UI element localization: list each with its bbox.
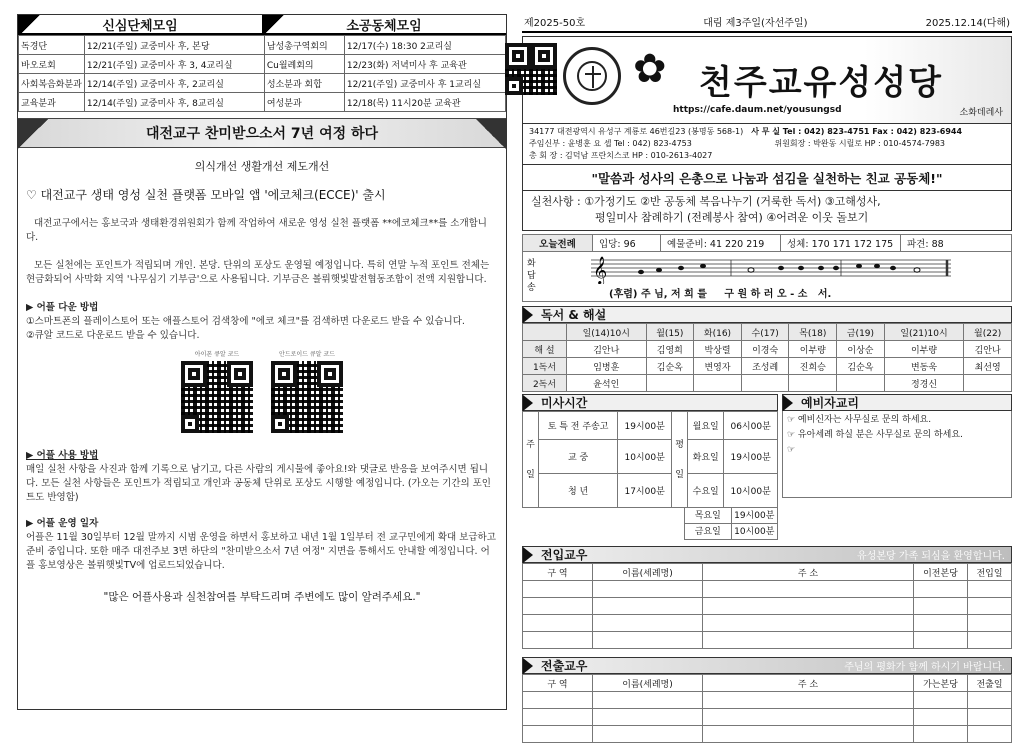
transfer-in-table [522,563,1012,649]
how-title: ▶ 어플 다운 방법 [26,302,99,313]
reading-table [522,323,1012,392]
left-page [17,14,507,710]
psalm-response [522,252,1012,302]
paragraph-2: 모든 실천에는 포인트가 적립되며 개인. 본당. 단위의 포상도 운영될 예정입니다. 특히 연말 누적 포인트 전체는 현금화되어 사막화 지역 '나무심기 기부금'으로 사용됩니다. 기부금은 볼뤼햇빛발전협동조합이 전액 지원합니다. [26,260,490,285]
reading-header: 독서 & 해설 [522,306,1012,323]
parish-motto: "말씀과 성사의 은총으로 나눔과 섬김을 실천하는 친교 공동체!" [522,164,1012,191]
liturgical-week: 대림 제3주일(자선주일) [703,18,808,29]
closing-note: "많은 어플사용과 실천참여를 부탁드리며 주변에도 많이 알려주세요." [103,591,421,603]
liturgy-table: 오늘전례 입당: 96 예물준비: 41 220 219 성체: 170 171 172 175 파견: 88 [522,234,1012,252]
how-step-1: ①스마트폰의 플레이스토어 또는 애플스토어 검색창에 "에코 체크"를 검색하면 다운로드 받을 수 있습니다. [26,316,465,327]
table-row: 교육분과 12/14(주일) 교중미사 후, 8교리실 여성분과 12/18(목) 11시20분 교육관 [19,93,506,112]
mass-extra-rows: 목요일 19시00분 금요일 10시00분 [522,508,778,540]
patron-saint: 소화데레사 [959,108,1003,118]
op-title: ▶ 어플 운영 일자 [26,518,99,529]
mass-times: 미사시간 주일 토 특 전 주송고 19시00분 평일 월요일 06시00분 교 중 10시00분 화요일 19시00분 청 년 17시00분 수요일 10시00분 목요일 19시00분 금요일 10시00분 [522,394,778,540]
table-row: 교 중 10시00분 화요일 19시00분 [523,440,778,474]
issue-date: 2025.12.14(다해) [925,18,1010,29]
paragraph-1: 대전교구에서는 홍보국과 생태환경위원회가 함께 작업하여 새로운 영성 실천 플랫폼 **에코체크**를 소개합니다. [26,218,487,243]
qr-android: 안드로이드 큐알 코드 [271,349,343,433]
right-page [522,14,1012,710]
table-row: 사회복음화분과 12/14(주일) 교중미사 후, 2교리실 성소분과 회합 12/21(주일) 교중미사 후 1교리실 [19,74,506,93]
flower-icon: ✿ [633,46,667,92]
response-label: 화답송 [527,259,536,293]
section-banner: 대전교구 찬미받으소서 7년 여정 하다 [18,118,506,148]
header-group2: 소공동체모임 [262,15,506,35]
table-row: 청 년 17시00분 수요일 10시00분 [523,474,778,508]
headline: ♡ 대전교구 생태 영성 실천 플랫폼 모바일 앱 '에코체크(ECCE)' 출시 [26,188,386,202]
how-step-2: ②큐알 코드로 다운로드 받을 수 있습니다. [26,330,200,341]
qr-codes [26,349,498,433]
parish-info: 34177 대전광역시 유성구 계룡로 46번길23 (봉명동 568-1) 사 무 실 Tel : 042) 823-4751 Fax : 042) 823-6944 주임신부 : 윤병훈 요 셉 Tel : 042) 823-4753 위원회장 : 박완동 시릴로 HP : 010-4574-7983 총 회 장 : 김덕남 프란치스코 HP : 010-2613-4027 [522,124,1012,164]
transfer-out-table [522,674,1012,743]
qr-ios: 아이폰 큐알 코드 [181,349,253,433]
masthead [522,36,1012,124]
mass-and-catechism [522,394,1012,540]
qr-code-icon[interactable] [271,361,343,433]
table-row: 1독서 임병훈 김순옥 변영자 조성례 진희승 김순옥 변동욱 최선영 [523,358,1012,375]
issue-number: 제2025-50호 [524,18,586,29]
catechism: 예비자교리 ☞ 예비신자는 사무실로 문의 하세요. ☞ 유아세례 하실 분은 사무실로 문의 하세요. ☞ [782,394,1012,540]
op-text: 어플은 11월 30일부터 12월 말까지 시범 운영을 하면서 홍보하고 내년 1월 1일부터 전 교구민에게 확대 보급하고 준비 중입니다. 또한 매주 대전주보 3면 하단의 "찬미받으소서 7년 여정" 지면을 통해서도 안내할 예정입니다. 어플 홍보영상은 볼뤼햇빛TV에 업로드되었습니다. [26,532,496,571]
table-row: 독경단 12/21(주일) 교중미사 후, 본당 남성총구역회의 12/17(수) 18:30 2교리실 [19,36,506,55]
table-row: 2독서 윤석인 정경신 [523,375,1012,392]
table-row: 구 역 이름(세례명) 주 소 이전본당 전입일 [523,564,1012,581]
transfer-out-header: 전출교우 주님의 평화가 함께 하시기 바랍니다. [522,657,1012,674]
parish-title: 천주교유성성당 [699,63,943,103]
practice-box: 실천사항 : ①가정기도 ②반 공동체 복음나누기 (거룩한 독서) ③고해성사, 평일미사 참례하기 (전례봉사 참여) ④어려운 이웃 돌보기 [522,191,1012,231]
use-title: ▶ 어플 사용 방법 [26,450,99,461]
qr-code-icon[interactable] [181,361,253,433]
header-group1: 신심단체모임 [18,15,262,35]
table-row: 구 역 이름(세례명) 주 소 가는본당 전출일 [523,675,1012,692]
groups-table [18,35,506,112]
use-text: 매일 실천 사항을 사진과 함께 기록으로 남기고, 다른 사람의 게시물에 좋아요!와 댓글로 반응을 보여주시면 됩니다. 모든 실천 사항들은 포인트가 적립되고 개인과 공동체 단위로 포상도 시행할 예정입니다. (가오는 기간의 포인트도 반영함) [26,464,491,503]
svg-text:𝄞: 𝄞 [593,256,608,284]
note-heads [638,264,920,274]
groups-header [18,15,506,35]
music-staff [591,254,951,284]
issue-line [522,14,1012,33]
table-row: 주일 토 특 전 주송고 19시00분 평일 월요일 06시00분 [523,412,778,440]
subtitle: 의식개선 생활개선 제도개선 [194,160,330,173]
mass-table [522,411,778,508]
article [18,148,506,604]
lyrics: (후렴) 주 님, 저 희 를 구 원 하 러 오 - 소 서. [609,289,832,300]
transfer-in-header: 전입교우 유성본당 가족 되심을 환영합니다. [522,546,1012,563]
qr-code-icon[interactable] [505,43,557,95]
table-row: 해 설 김안나 김영희 박상렬 이경숙 이부량 이상순 이부량 김안나 [523,341,1012,358]
table-row: 바오로회 12/21(주일) 교중미사 후 3, 4교리실 Cu월례회의 12/23(화) 저녁미사 후 교육관 [19,55,506,74]
cafe-url[interactable]: https://cafe.daum.net/yousungsd [673,105,842,115]
table-row: 일(14)10시 월(15) 화(16) 수(17) 목(18) 금(19) 일(21)10시 월(22) [523,324,1012,341]
church-seal-icon [563,47,621,105]
